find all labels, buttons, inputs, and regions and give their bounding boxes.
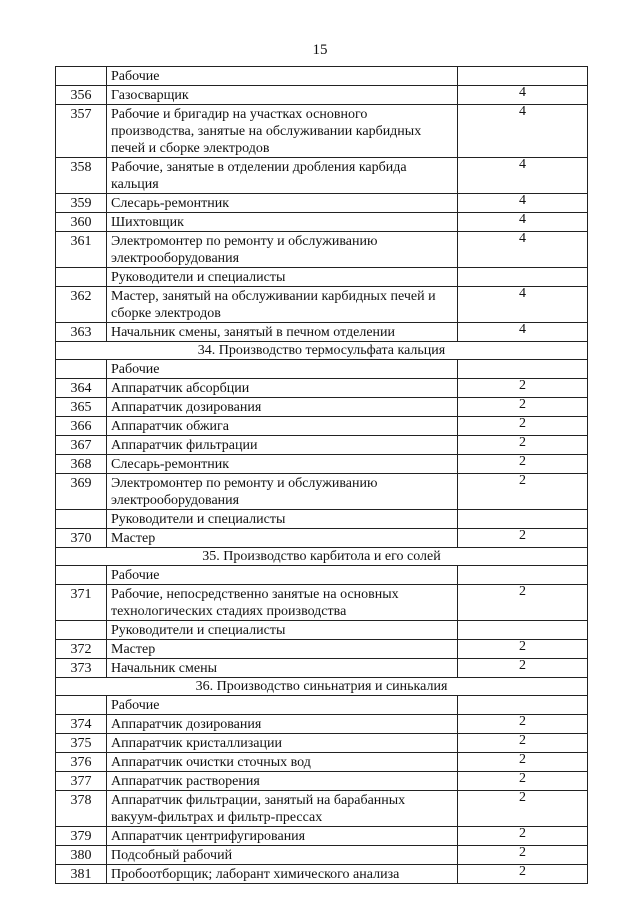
value-cell <box>458 67 588 86</box>
row-number: 374 <box>56 715 107 734</box>
hazard-list-table <box>55 66 588 884</box>
row-number: 375 <box>56 734 107 753</box>
row-number-cell <box>56 510 107 529</box>
section-title: 36. Производство синьнатрия и синькалия <box>56 678 588 696</box>
occupation-name: Слесарь-ремонтник <box>107 194 458 213</box>
table-row <box>56 417 588 436</box>
group-label: Рабочие <box>107 67 458 86</box>
row-number: 361 <box>56 232 107 268</box>
row-number: 378 <box>56 791 107 827</box>
row-number-cell <box>56 268 107 287</box>
occupation-name: Аппаратчик дозирования <box>107 398 458 417</box>
group-label: Рабочие <box>107 696 458 715</box>
occupation-name: Электромонтер по ремонту и обслуживанию электрооборудования <box>107 474 458 510</box>
row-number-cell <box>56 360 107 379</box>
row-number: 367 <box>56 436 107 455</box>
table-row <box>56 436 588 455</box>
occupation-name: Аппаратчик центрифугирования <box>107 827 458 846</box>
row-number: 357 <box>56 105 107 158</box>
value: 4 <box>458 232 588 268</box>
row-number: 380 <box>56 846 107 865</box>
value: 2 <box>458 846 588 865</box>
group-row <box>56 566 588 585</box>
occupation-name: Аппаратчик фильтрации, занятый на барабанных вакуум-фильтрах и фильтр-прессах <box>107 791 458 827</box>
value: 4 <box>458 158 588 194</box>
table-row <box>56 529 588 548</box>
value-cell <box>458 696 588 715</box>
value: 2 <box>458 640 588 659</box>
row-number: 368 <box>56 455 107 474</box>
table-row <box>56 194 588 213</box>
group-label: Руководители и специалисты <box>107 510 458 529</box>
table-row <box>56 585 588 621</box>
section-row <box>56 548 588 566</box>
value: 4 <box>458 105 588 158</box>
row-number: 372 <box>56 640 107 659</box>
value: 2 <box>458 772 588 791</box>
value: 2 <box>458 865 588 884</box>
row-number: 365 <box>56 398 107 417</box>
occupation-name: Начальник смены, занятый в печном отделении <box>107 323 458 342</box>
occupation-name: Рабочие и бригадир на участках основного производства, занятые на обслуживании карбидных печей и сборке электродов <box>107 105 458 158</box>
table-row <box>56 105 588 158</box>
value: 2 <box>458 791 588 827</box>
row-number: 370 <box>56 529 107 548</box>
table-row <box>56 379 588 398</box>
group-label: Рабочие <box>107 360 458 379</box>
table-row <box>56 734 588 753</box>
value: 2 <box>458 715 588 734</box>
row-number: 356 <box>56 86 107 105</box>
occupation-name: Подсобный рабочий <box>107 846 458 865</box>
row-number-cell <box>56 566 107 585</box>
section-title: 34. Производство термосульфата кальция <box>56 342 588 360</box>
occupation-name: Аппаратчик очистки сточных вод <box>107 753 458 772</box>
group-label: Рабочие <box>107 566 458 585</box>
occupation-name: Аппаратчик кристаллизации <box>107 734 458 753</box>
value: 2 <box>458 474 588 510</box>
value: 4 <box>458 194 588 213</box>
value: 2 <box>458 734 588 753</box>
table-row <box>56 846 588 865</box>
occupation-name: Аппаратчик растворения <box>107 772 458 791</box>
table-row <box>56 753 588 772</box>
group-label: Руководители и специалисты <box>107 268 458 287</box>
row-number-cell <box>56 67 107 86</box>
value-cell <box>458 360 588 379</box>
table-row <box>56 640 588 659</box>
value: 2 <box>458 398 588 417</box>
value-cell <box>458 621 588 640</box>
row-number: 366 <box>56 417 107 436</box>
row-number-cell <box>56 696 107 715</box>
group-row <box>56 510 588 529</box>
row-number: 363 <box>56 323 107 342</box>
section-row <box>56 342 588 360</box>
row-number: 364 <box>56 379 107 398</box>
table-row <box>56 213 588 232</box>
section-row <box>56 678 588 696</box>
occupation-name: Шихтовщик <box>107 213 458 232</box>
occupation-name: Мастер <box>107 529 458 548</box>
table-row <box>56 158 588 194</box>
occupation-name: Мастер, занятый на обслуживании карбидных печей и сборке электродов <box>107 287 458 323</box>
page-number: 15 <box>312 42 328 58</box>
row-number: 369 <box>56 474 107 510</box>
value-cell <box>458 268 588 287</box>
table-row <box>56 772 588 791</box>
occupation-name: Рабочие, непосредственно занятые на основных технологических стадиях производства <box>107 585 458 621</box>
table-row <box>56 865 588 884</box>
group-label: Руководители и специалисты <box>107 621 458 640</box>
value: 2 <box>458 753 588 772</box>
row-number: 373 <box>56 659 107 678</box>
row-number: 381 <box>56 865 107 884</box>
value: 2 <box>458 659 588 678</box>
table-row <box>56 474 588 510</box>
occupation-name: Начальник смены <box>107 659 458 678</box>
table-row <box>56 715 588 734</box>
row-number: 376 <box>56 753 107 772</box>
occupation-name: Аппаратчик обжига <box>107 417 458 436</box>
occupation-name: Аппаратчик абсорбции <box>107 379 458 398</box>
group-row <box>56 268 588 287</box>
occupation-name: Мастер <box>107 640 458 659</box>
group-row <box>56 67 588 86</box>
table-row <box>56 287 588 323</box>
table-row <box>56 455 588 474</box>
row-number: 377 <box>56 772 107 791</box>
row-number: 362 <box>56 287 107 323</box>
table-row <box>56 827 588 846</box>
row-number: 360 <box>56 213 107 232</box>
value-cell <box>458 510 588 529</box>
table-body <box>56 67 588 884</box>
occupation-name: Электромонтер по ремонту и обслуживанию электрооборудования <box>107 232 458 268</box>
value: 4 <box>458 213 588 232</box>
row-number: 359 <box>56 194 107 213</box>
value: 2 <box>458 529 588 548</box>
value: 2 <box>458 827 588 846</box>
value: 2 <box>458 417 588 436</box>
row-number: 379 <box>56 827 107 846</box>
value: 2 <box>458 585 588 621</box>
value: 2 <box>458 379 588 398</box>
value: 2 <box>458 455 588 474</box>
table-row <box>56 86 588 105</box>
value: 4 <box>458 86 588 105</box>
occupation-name: Слесарь-ремонтник <box>107 455 458 474</box>
table-row <box>56 398 588 417</box>
group-row <box>56 360 588 379</box>
row-number: 358 <box>56 158 107 194</box>
row-number: 371 <box>56 585 107 621</box>
occupation-name: Пробоотборщик; лаборант химического анализа <box>107 865 458 884</box>
table-row <box>56 232 588 268</box>
occupation-name: Аппаратчик фильтрации <box>107 436 458 455</box>
occupation-name: Аппаратчик дозирования <box>107 715 458 734</box>
group-row <box>56 621 588 640</box>
section-title: 35. Производство карбитола и его солей <box>56 548 588 566</box>
value: 2 <box>458 436 588 455</box>
group-row <box>56 696 588 715</box>
occupation-name: Газосварщик <box>107 86 458 105</box>
value-cell <box>458 566 588 585</box>
table-row <box>56 659 588 678</box>
table-row <box>56 323 588 342</box>
value: 4 <box>458 287 588 323</box>
value: 4 <box>458 323 588 342</box>
table-row <box>56 791 588 827</box>
occupation-name: Рабочие, занятые в отделении дробления карбида кальция <box>107 158 458 194</box>
row-number-cell <box>56 621 107 640</box>
